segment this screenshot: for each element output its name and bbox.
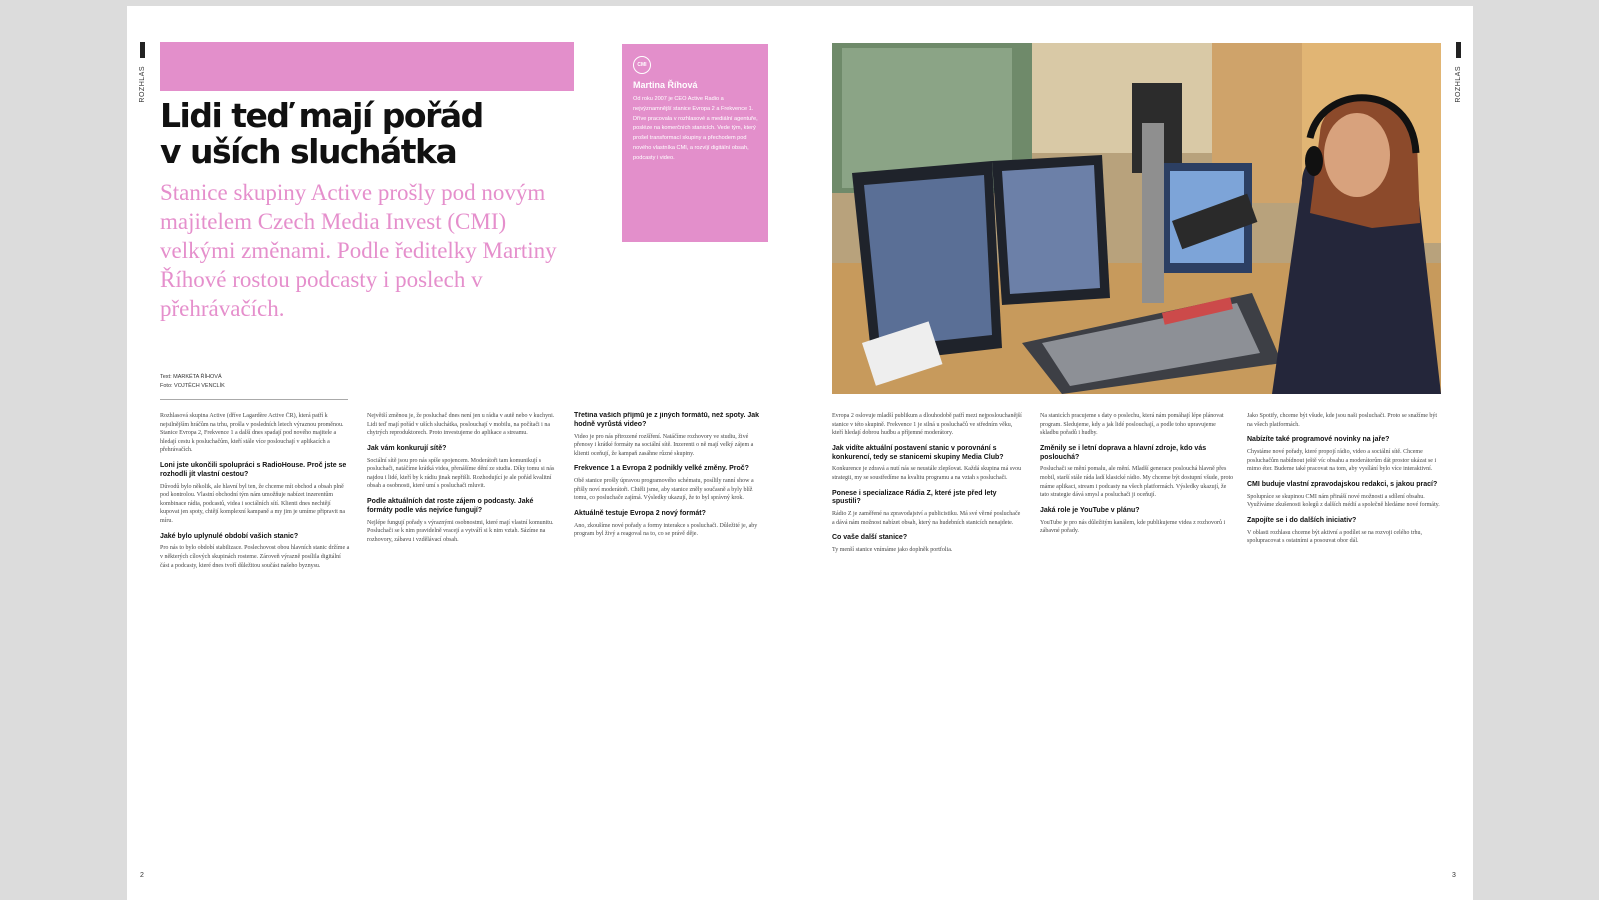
body-paragraph: Na stanicích pracujeme s daty o poslechu, která nám pomáhají lépe plánovat program. Sledujeme, kdy a jak lidé poslouchají, a podle toho upravujeme skladbu pořadů i hudby. <box>1040 413 1224 437</box>
article-lead: Stanice skupiny Active prošly pod novým majitelem Czech Media Invest (CMI) velkými změnami. Podle ředitelky Martiny Říhové rostou podcasty i poslech v přehrávačích. <box>160 180 557 321</box>
profile-name: Martina Říhová <box>633 80 698 90</box>
body-paragraph: Ty menší stanice vnímáme jako doplněk portfolia. <box>832 547 953 554</box>
section-marker-left <box>140 42 145 58</box>
interview-question: Co vaše další stanice? <box>832 534 908 542</box>
article-photo <box>832 43 1441 394</box>
profile-box <box>622 44 768 242</box>
body-paragraph: YouTube je pro nás důležitým kanálem, kde publikujeme videa z rozhovorů i zábavné pořady. <box>1040 519 1226 535</box>
headline-line-1: Lidi teď mají pořád <box>160 96 483 135</box>
interview-question: Frekvence 1 a Evropa 2 podnikly velké změny. Proč? <box>574 465 749 473</box>
body-paragraph: Ano, zkoušíme nové pořady a formy interakce s posluchači. Důležité je, aby program byl živý a reagoval na to, co se právě děje. <box>574 522 758 538</box>
page-number-left: 2 <box>140 872 144 879</box>
interview-question: Jak vidíte aktuální postavení stanic v porovnání s konkurencí, tedy se stanicemi skupiny Media Club? <box>832 444 1004 461</box>
section-marker-right <box>1456 42 1461 58</box>
text-column-2 <box>367 412 559 860</box>
credit-photo: Foto: VOJTĚCH VENCLÍK <box>160 383 225 389</box>
text-column-4 <box>832 412 1024 860</box>
interview-question: Jak vám konkurují sítě? <box>367 444 447 452</box>
body-paragraph: Video je pro nás přirozené rozšíření. Natáčíme rozhovory ve studiu, živé přenosy i krátké formáty na sociální sítě. Inzerenti o ně mají velký zájem a klienti oceňují, že kampaň zasáhne různé skupiny. <box>574 433 754 457</box>
radio-studio-photo <box>832 43 1441 394</box>
body-paragraph: Pro nás to bylo období stabilizace. Poslechovost obou hlavních stanic držíme a v některých cílových skupinách rosteme. Zároveň výrazně posílila digitální část a podcasty, které dnes tvoří důležitou součást našeho byznysu. <box>160 545 350 569</box>
body-paragraph: Rozhlasová skupina Active (dříve Lagardère Active ČR), která patří k nejsilnějším hráčům na trhu, prošla v posledních letech výraznou proměnou. Stanice Evropa 2, Frekvence 1 a další dnes spadají pod nového majitele a hledají cestu k posluchačům, kteří stále více poslouchají v aplikacích a přehrávačích. <box>160 413 344 454</box>
interview-question: Jaké bylo uplynulé období vašich stanic? <box>160 532 299 540</box>
interview-question: CMI buduje vlastní zpravodajskou redakci, s jakou prací? <box>1247 480 1438 488</box>
interview-question: Změnily se i letní doprava a hlavní zdroje, kdo vás poslouchá? <box>1040 444 1207 461</box>
body-paragraph: Posluchači se mění pomalu, ale mění. Mladší generace poslouchá hlavně přes mobil, starší stále ráda ladí klasické rádio. My chceme být dostupní všude, proto máme aplikaci, stream i podcasty na všech platformách. Výsledky ukazují, že tato strategie dává smysl a posluchači ji oceňují. <box>1040 466 1234 499</box>
interview-question: Nabízíte také programové novinky na jaře? <box>1247 436 1390 444</box>
headline-line-2: v uších sluchátka <box>160 132 457 171</box>
section-label-right: ROZHLAS <box>1455 66 1462 103</box>
article-credits <box>160 373 225 391</box>
body-paragraph: Obě stanice prošly úpravou programového schématu, posílily ranní show a přišly noví moderátoři. Chtěli jsme, aby stanice zněly současně a byly blíž tomu, co posluchače zajímá. Výsledky ukazují, že to byl správný krok. <box>574 478 754 502</box>
profile-bio: Od roku 2007 je CEO Active Radio a nejvýznamnější stanice Evropa 2 a Frekvence 1. Dříve pracovala v rozhlasové a mediální agentuře, posléze na komerčních stanicích. Vede tým, který prošel transformací skupiny a přechodem pod nového vlastníka CMI, a rozvíjí digitální obsah, podcasty i video. <box>633 96 758 161</box>
interview-question: Ponese i specializace Rádia Z, které jste před lety spustili? <box>832 489 997 506</box>
interview-question: Podle aktuálních dat roste zájem o podcasty. Jaké formáty podle vás nejvíce fungují? <box>367 497 534 514</box>
body-paragraph: Chystáme nové pořady, které propojí rádio, video a sociální sítě. Chceme posluchačům nabídnout ještě víc obsahu a moderátorům dát prostor ukázat se i mimo éter. Budeme také pracovat na tom, aby vysílání bylo více interaktivní. <box>1247 448 1437 473</box>
body-paragraph: Rádio Z je zaměřené na zpravodajství a publicistiku. Má své věrné posluchače a dává nám možnost nabízet obsah, který na hudebních stanicích nenajdete. <box>832 511 1021 526</box>
body-paragraph: Sociální sítě jsou pro nás spíše spojencem. Moderátoři tam komunikují s posluchači, natáčíme krátká videa, přenášíme dění ze studia. Díky tomu si nás najdou i lidé, kteří by k rádiu jinak nepřišli. Rozhodující je ale pořád kvalitní obsah a osobnosti, které umí s posluchači mluvit. <box>367 457 555 490</box>
body-paragraph: Evropa 2 oslovuje mladší publikum a dlouhodobě patří mezi nejposlouchanější stanice v této skupině. Frekvence 1 je silná u posluchačů ve středním věku, kteří hledají dobrou hudbu a příjemné moderátory. <box>832 413 1022 437</box>
interview-question: Zapojíte se i do dalších iniciativ? <box>1247 516 1357 524</box>
interview-question: Třetina vašich příjmů je z jiných formátů, než spoty. Jak hodně vyrůstá video? <box>574 412 760 428</box>
body-paragraph: Důvodů bylo několik, ale hlavní byl ten, že chceme mít obchod a obsah plně pod kontrolou. Vlastní obchodní tým nám umožňuje nabízet inzerentům kombinace rádia, podcastů, videa i sociálních sítí. Klienti dnes nechtějí kupovat jen spoty, chtějí komplexní kampaně a my jim je umíme připravit na míru. <box>160 483 346 524</box>
credits-divider <box>160 399 348 400</box>
body-paragraph: Jako Spotify, chceme být všude, kde jsou naši posluchači. Proto se snažíme být na všech platformách. <box>1247 413 1438 428</box>
text-column-3 <box>574 412 766 860</box>
article-headline <box>160 98 590 170</box>
body-paragraph: Spolupráce se skupinou CMI nám přináší nové možnosti a sdílení obsahu. Využíváme zkušenosti kolegů z dalších médií a společně hledáme nové formáty. <box>1247 493 1440 509</box>
page-number-right: 3 <box>1452 872 1456 879</box>
body-paragraph: Konkurence je zdravá a nutí nás se neustále zlepšovat. Každá skupina má svou strategii, my se soustředíme na kvalitu programu a na vztah s posluchači. <box>832 466 1022 481</box>
credit-text: Text: MARKÉTA ŘÍHOVÁ <box>160 374 222 380</box>
body-paragraph: Nejlépe fungují pořady s výraznými osobnostmi, které mají vlastní komunitu. Posluchači se k nim pravidelně vracejí a vytváří si k nim vztah. Sázíme na rozhovory, zábavu i vzdělávací obsah. <box>367 519 554 543</box>
body-paragraph: Největší změnou je, že posluchač dnes není jen u rádia v autě nebo v kuchyni. Lidi teď mají pořád v uších sluchátka, poslouchají v mobilu, na počítači i na chytrých reproduktorech. Proto investujeme do aplikace a streamu. <box>367 413 555 437</box>
text-column-5 <box>1040 412 1234 860</box>
body-paragraph: V oblasti rozhlasu chceme být aktivní a podílet se na rozvoji celého trhu, spolupracovat s ostatními a posouvat obor dál. <box>1247 529 1423 545</box>
interview-question: Jaká role je YouTube v plánu? <box>1040 506 1140 514</box>
section-label-left: ROZHLAS <box>139 66 146 103</box>
header-color-bar <box>160 42 574 91</box>
interview-question: Aktuálně testuje Evropa 2 nový formát? <box>574 509 706 517</box>
text-column-1 <box>160 412 350 860</box>
text-column-6 <box>1247 412 1441 860</box>
interview-question: Loni jste ukončili spolupráci s RadioHouse. Proč jste se rozhodli jít vlastní cestou? <box>160 461 347 478</box>
cmi-logo-icon: CMI <box>633 56 651 74</box>
